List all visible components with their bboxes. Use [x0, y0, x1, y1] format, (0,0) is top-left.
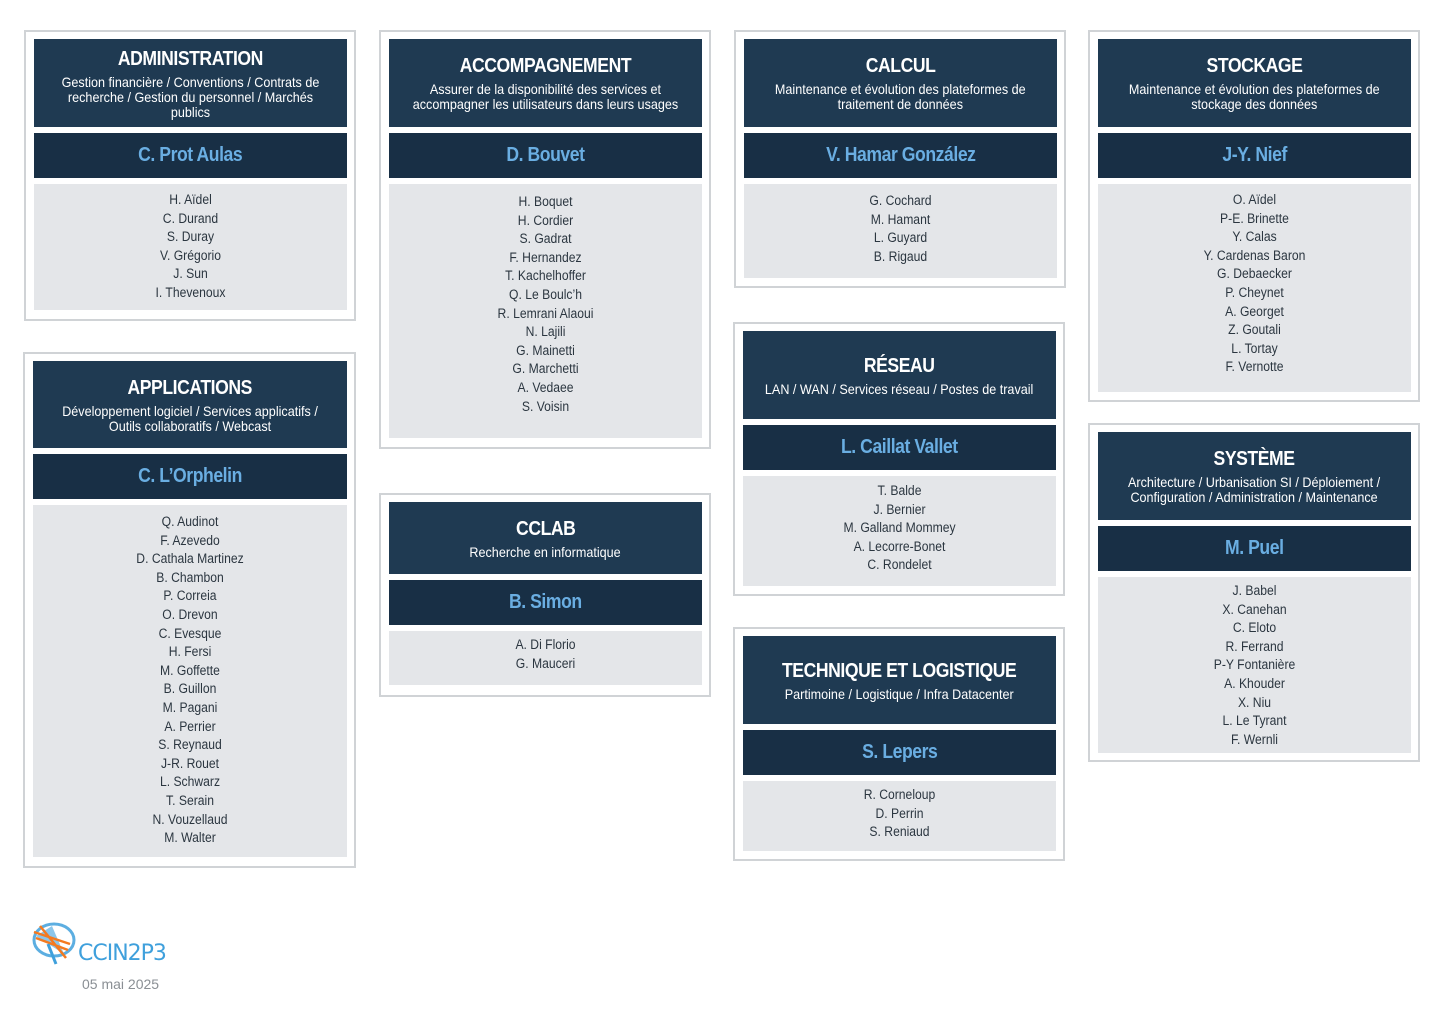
member: T. Balde: [877, 483, 922, 498]
dept-header: [34, 39, 347, 127]
member: B. Guillon: [163, 681, 217, 697]
member: N. Lajili: [525, 324, 566, 340]
member: C. Rondelet: [867, 557, 932, 573]
member-list: [744, 184, 1057, 278]
member-list: [34, 184, 347, 310]
member: A. Vedaee: [517, 379, 574, 395]
dept-lead-name: D. Bouvet: [506, 144, 585, 166]
member: C. Evesque: [158, 625, 222, 641]
member: B. Chambon: [156, 569, 224, 585]
member-list: [1098, 184, 1411, 392]
dept-card-calcul: [734, 30, 1066, 288]
member: F. Vernotte: [1225, 359, 1284, 375]
dept-lead-name: C. Prot Aulas: [138, 144, 243, 166]
member: P-E. Brinette: [1220, 210, 1289, 226]
dept-description: Maintenance et évolution des plateformes de stockage des données: [1129, 81, 1380, 112]
footer-date: 05 mai 2025: [82, 976, 160, 992]
member: S. Reniaud: [869, 824, 930, 840]
dept-lead: [33, 454, 347, 499]
member: M. Walter: [164, 830, 216, 846]
member: M. Galland Mommey: [843, 520, 956, 536]
member: A. Di Florio: [515, 637, 576, 652]
member: C. Eloto: [1232, 620, 1277, 636]
member: F. Azevedo: [160, 532, 220, 548]
member: L. Tortay: [1231, 340, 1278, 356]
member: P. Correia: [163, 588, 217, 604]
dept-description: Architecture / Urbanisation SI / Déploiement / Configuration / Administration / Maintenance: [1128, 474, 1381, 505]
member: F. Wernli: [1230, 731, 1279, 747]
dept-description: Maintenance et évolution des plateformes de traitement de données: [775, 81, 1026, 112]
member: M. Pagani: [162, 699, 218, 715]
dept-lead: [1098, 133, 1411, 178]
dept-description: Assurer de la disponibilité des services et accompagner les utilisateurs dans leurs usages: [412, 81, 679, 112]
member: S. Voisin: [521, 398, 570, 414]
member: A. Georget: [1225, 303, 1284, 319]
member: Y. Cardenas Baron: [1203, 247, 1306, 263]
member: I. Thevenoux: [155, 284, 226, 300]
dept-header: [389, 502, 702, 574]
member-list: [389, 184, 702, 438]
dept-lead: [34, 133, 347, 178]
dept-description: LAN / WAN / Services réseau / Postes de travail: [765, 380, 1034, 397]
member: X. Canehan: [1222, 601, 1287, 617]
dept-card-administration: [24, 30, 356, 321]
dept-card-applications: [23, 352, 356, 868]
dept-title: RÉSEAU: [864, 354, 935, 377]
dept-header: [744, 39, 1057, 127]
member-list: [743, 781, 1056, 851]
member: M. Goffette: [160, 662, 220, 678]
member: Y. Calas: [1232, 229, 1277, 245]
member: P-Y Fontanière: [1213, 657, 1296, 673]
member: H. Fersi: [168, 644, 212, 660]
dept-title: ACCOMPAGNEMENT: [459, 55, 632, 77]
dept-title: CALCUL: [865, 55, 936, 77]
member: J. Sun: [173, 266, 208, 282]
member: Z. Goutali: [1228, 322, 1281, 338]
member: A. Lecorre-Bonet: [853, 538, 946, 554]
member: R. Ferrand: [1225, 638, 1284, 654]
member: G. Mauceri: [515, 655, 576, 671]
member-list: [743, 476, 1056, 586]
dept-title: TECHNIQUE ET LOGISTIQUE: [782, 659, 1017, 682]
member: J. Bernier: [873, 501, 926, 517]
logo-text: CCIN2P3: [78, 941, 166, 966]
member: G. Cochard: [869, 193, 932, 208]
dept-lead: [389, 580, 702, 625]
dept-title: APPLICATIONS: [127, 376, 253, 399]
member: N. Vouzellaud: [152, 811, 228, 827]
logo-icon: [30, 914, 190, 974]
dept-description: Développement logiciel / Services applicatifs / Outils collaboratifs / Webcast: [62, 402, 318, 434]
ccin2p3-logo: [30, 914, 190, 974]
member: R. Lemrani Alaoui: [497, 305, 594, 321]
dept-header: [743, 331, 1056, 419]
dept-lead: [1098, 526, 1411, 571]
dept-header: [1098, 432, 1411, 520]
dept-lead-name: M. Puel: [1225, 537, 1284, 559]
member: O. Drevon: [162, 606, 218, 622]
dept-card-accompagnement: [379, 30, 711, 449]
dept-description: Gestion financière / Conventions / Contrats de recherche / Gestion du personnel / Marchés publics: [61, 73, 320, 120]
member: G. Debaecker: [1217, 266, 1292, 282]
member-list: [1098, 577, 1411, 753]
dept-card-cclab: [379, 493, 711, 697]
dept-header: [33, 361, 347, 448]
member: H. Aïdel: [169, 192, 212, 207]
member-list: [33, 505, 347, 857]
member: P. Cheynet: [1225, 284, 1284, 300]
dept-card-stockage: [1088, 30, 1420, 402]
dept-lead-name: V. Hamar González: [825, 144, 976, 166]
member: L. Guyard: [873, 230, 928, 246]
member: V. Grégorio: [159, 247, 222, 263]
dept-card-technique-logistique: [733, 627, 1065, 861]
member: J-R. Rouet: [160, 755, 220, 771]
dept-header: [1098, 39, 1411, 127]
member: D. Perrin: [875, 805, 924, 821]
member: S. Duray: [166, 229, 215, 245]
member: S. Reynaud: [158, 737, 222, 753]
member: B. Rigaud: [873, 248, 928, 264]
dept-description: Recherche en informatique: [469, 543, 622, 560]
dept-title: ADMINISTRATION: [117, 47, 264, 70]
member: A. Perrier: [164, 718, 216, 734]
member-list: [389, 631, 702, 685]
member: Q. Le Boulc’h: [509, 286, 582, 302]
member: D. Cathala Martinez: [136, 551, 244, 567]
dept-header: [743, 636, 1056, 724]
dept-title: SYSTÈME: [1213, 448, 1296, 470]
member: G. Marchetti: [512, 361, 579, 377]
member: A. Khouder: [1224, 675, 1285, 691]
dept-lead-name: J-Y. Nief: [1222, 144, 1287, 166]
member: R. Corneloup: [863, 787, 936, 802]
member: T. Kachelhoffer: [505, 268, 586, 284]
dept-description: Partimoine / Logistique / Infra Datacenter: [784, 685, 1015, 702]
member: L. Schwarz: [159, 774, 221, 790]
member: X. Niu: [1237, 694, 1272, 710]
member: J. Babel: [1232, 583, 1277, 598]
member: F. Hernandez: [509, 249, 582, 265]
member: H. Cordier: [517, 212, 574, 228]
dept-lead: [743, 425, 1056, 470]
dept-lead: [743, 730, 1056, 775]
member: C. Durand: [162, 210, 219, 226]
member: L. Le Tyrant: [1222, 713, 1287, 729]
dept-card-reseau: [733, 322, 1065, 596]
member: Q. Audinot: [161, 514, 219, 529]
dept-lead-name: S. Lepers: [861, 741, 938, 763]
member: H. Boquet: [518, 194, 573, 209]
member: M. Hamant: [870, 211, 931, 227]
dept-lead: [389, 133, 702, 178]
dept-card-systeme: [1088, 423, 1420, 762]
dept-lead-name: B. Simon: [509, 591, 582, 613]
dept-header: [389, 39, 702, 127]
dept-lead-name: L. Caillat Vallet: [841, 436, 958, 458]
member: O. Aïdel: [1232, 192, 1277, 207]
member: T. Serain: [166, 792, 214, 808]
dept-lead-name: C. L’Orphelin: [138, 465, 242, 487]
member: G. Mainetti: [516, 342, 575, 358]
dept-title: STOCKAGE: [1206, 55, 1303, 77]
dept-title: CCLAB: [515, 517, 576, 540]
dept-lead: [744, 133, 1057, 178]
member: S. Gadrat: [519, 231, 572, 247]
